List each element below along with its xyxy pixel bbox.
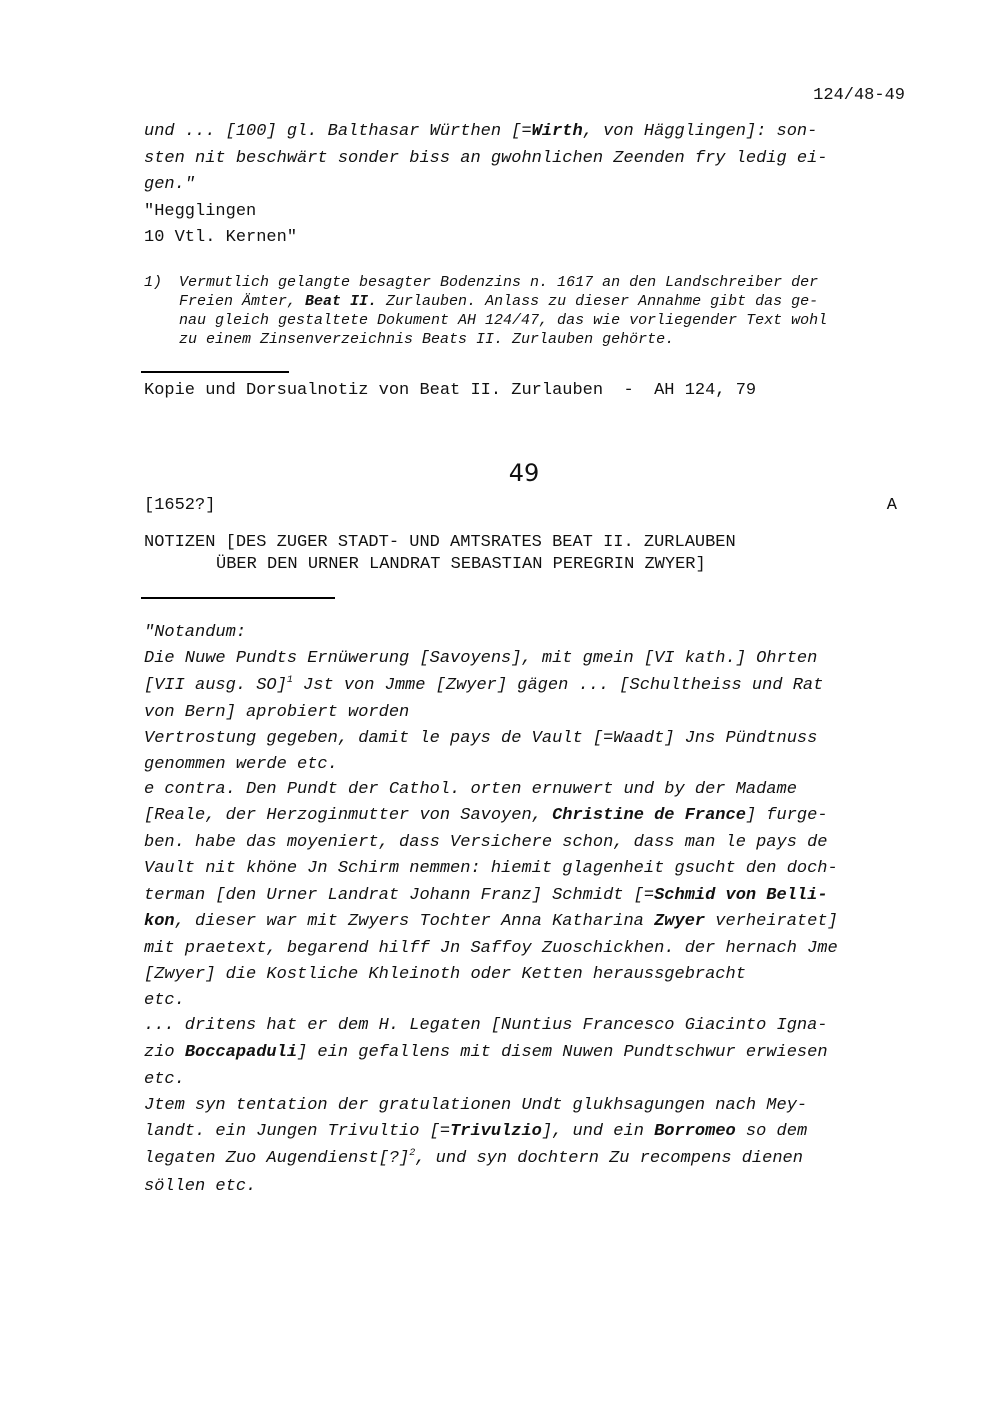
body-line bbox=[144, 1177, 256, 1196]
text-run: und ... [100] gl. Balthasar Würthen [= bbox=[144, 122, 532, 141]
source-note: Kopie und Dorsualnotiz von Beat II. Zurlauben - AH 124, 79 bbox=[144, 381, 757, 400]
emphasized-name: Borromeo bbox=[654, 1122, 736, 1141]
body-line bbox=[144, 991, 185, 1010]
body-line bbox=[144, 1070, 185, 1089]
text-run: Vermutlich gelangte besagter Bodenzins n. 1617 an den Landschreiber der bbox=[179, 274, 819, 291]
text-run: ], und ein bbox=[541, 1122, 655, 1141]
body-line bbox=[144, 1096, 807, 1115]
body-line bbox=[144, 912, 838, 931]
text-run: Vault nit khöne Jn Schirm nemmen: hiemit glagenheit gsucht den doch- bbox=[144, 859, 838, 878]
footnote-line bbox=[179, 312, 827, 329]
prev-line bbox=[144, 122, 817, 141]
document-number: 49 bbox=[508, 459, 540, 487]
text-run: etc. bbox=[144, 1070, 185, 1089]
text-run: etc. bbox=[144, 991, 185, 1010]
body-line bbox=[144, 623, 246, 642]
text-run: terman [den Urner Landrat Johann Franz] Schmidt [= bbox=[144, 886, 655, 905]
emphasized-name: Wirth bbox=[531, 122, 583, 141]
document-date: [1652?] bbox=[144, 496, 216, 515]
emphasized-name: Boccapaduli bbox=[184, 1043, 298, 1062]
prev-line bbox=[144, 228, 297, 247]
text-run: Freien Ämter, bbox=[179, 293, 306, 310]
body-line bbox=[144, 859, 838, 878]
text-run: nau gleich gestaltete Dokument AH 124/47, das wie vorliegender Text wohl bbox=[179, 312, 828, 329]
text-run: Jtem syn tentation der gratulationen Undt glukhsagungen nach Mey- bbox=[144, 1096, 808, 1115]
text-run: [VII ausg. SO] bbox=[144, 676, 287, 695]
body-line bbox=[144, 676, 823, 695]
text-run: ... dritens hat er dem H. Legaten [Nuntius Francesco Giacinto Igna- bbox=[144, 1016, 828, 1035]
footnote-line bbox=[179, 293, 818, 310]
text-run: , von Hägglingen]: son- bbox=[582, 122, 818, 141]
body-line bbox=[144, 833, 828, 852]
text-run: 10 Vtl. Kernen" bbox=[144, 228, 298, 247]
body-line bbox=[144, 886, 828, 905]
document-reference: 124/48-49 bbox=[813, 86, 905, 105]
body-line bbox=[144, 729, 817, 748]
text-run: genommen werde etc. bbox=[144, 755, 338, 774]
body-line bbox=[144, 1043, 828, 1062]
text-run: so dem bbox=[735, 1122, 808, 1141]
text-run: , dieser war mit Zwyers Tochter Anna Katharina bbox=[174, 912, 655, 931]
prev-line bbox=[144, 149, 828, 168]
body-line bbox=[144, 703, 409, 722]
text-run: sten nit beschwärt sonder biss an gwohnlichen Zeenden fry ledig ei- bbox=[144, 149, 828, 168]
emphasized-name: Schmid von Belli- bbox=[654, 886, 828, 905]
emphasized-name: Trivulzio bbox=[450, 1122, 542, 1141]
prev-line bbox=[144, 175, 195, 194]
body-line bbox=[144, 755, 338, 774]
text-run: ben. habe das moyeniert, dass Versichere schon, dass man le pays de bbox=[144, 833, 828, 852]
text-run: von Bern] aprobiert worden bbox=[144, 703, 410, 722]
divider bbox=[141, 371, 289, 373]
text-run: "Hegglingen bbox=[144, 202, 257, 221]
text-run: Jst von Jmme [Zwyer] gägen ... [Schultheiss und Rat bbox=[292, 676, 824, 695]
footnote-line bbox=[179, 274, 818, 291]
text-run: zu einem Zinsenverzeichnis Beats II. Zurlauben gehörte. bbox=[179, 331, 675, 348]
document-title-line: NOTIZEN [DES ZUGER STADT- UND AMTSRATES BEAT II. ZURLAUBEN bbox=[144, 533, 736, 552]
text-run: söllen etc. bbox=[144, 1177, 257, 1196]
footnote-marker: 1) bbox=[144, 274, 163, 291]
text-run: landt. ein Jungen Trivultio [= bbox=[144, 1122, 451, 1141]
body-line bbox=[144, 780, 797, 799]
body-line bbox=[144, 939, 838, 958]
text-run: Vertrostung gegeben, damit le pays de Vault [=Waadt] Jns Pündtnuss bbox=[144, 729, 818, 748]
text-run: [Zwyer] die Kostliche Khleinoth oder Ketten heraussgebracht bbox=[144, 965, 746, 984]
document-category: A bbox=[886, 496, 897, 515]
text-run: ] furge- bbox=[745, 806, 828, 825]
footnote-ref: 2 bbox=[409, 1148, 416, 1159]
text-run: [Reale, der Herzoginmutter von Savoyen, bbox=[144, 806, 553, 825]
footnote-line bbox=[179, 331, 674, 348]
emphasized-name: Beat II. bbox=[305, 293, 378, 310]
text-run: Die Nuwe Pundts Ernüwerung [Savoyens], mit gmein [VI kath.] Ohrten bbox=[144, 649, 818, 668]
text-run: "Notandum: bbox=[144, 623, 247, 642]
prev-line bbox=[144, 202, 256, 221]
document-title-line: ÜBER DEN URNER LANDRAT SEBASTIAN PEREGRIN ZWYER] bbox=[216, 555, 706, 574]
body-line bbox=[144, 1016, 828, 1035]
text-run: e contra. Den Pundt der Cathol. orten ernuwert und by der Madame bbox=[144, 780, 797, 799]
body-line bbox=[144, 806, 828, 825]
body-line bbox=[144, 1122, 807, 1141]
text-run: Zurlauben. Anlass zu dieser Annahme gibt das ge- bbox=[377, 293, 819, 310]
body-line bbox=[144, 1149, 803, 1168]
emphasized-name: Christine de France bbox=[552, 806, 746, 825]
text-run: gen." bbox=[144, 175, 196, 194]
emphasized-name: Zwyer bbox=[654, 912, 706, 931]
text-run: ] ein gefallens mit disem Nuwen Pundtschwur erwiesen bbox=[297, 1043, 828, 1062]
body-line bbox=[144, 649, 817, 668]
divider bbox=[141, 597, 335, 599]
text-run: , und syn dochtern Zu recompens dienen bbox=[415, 1149, 803, 1168]
text-run: legaten Zuo Augendienst[?] bbox=[144, 1149, 410, 1168]
text-run: verheiratet] bbox=[705, 912, 838, 931]
text-run: zio bbox=[144, 1043, 185, 1062]
footnote-ref: 1 bbox=[286, 675, 293, 686]
text-run: mit praetext, begarend hilff Jn Saffoy Zuoschickhen. der hernach Jme bbox=[144, 939, 838, 958]
body-line bbox=[144, 965, 746, 984]
emphasized-name: kon bbox=[144, 912, 175, 931]
